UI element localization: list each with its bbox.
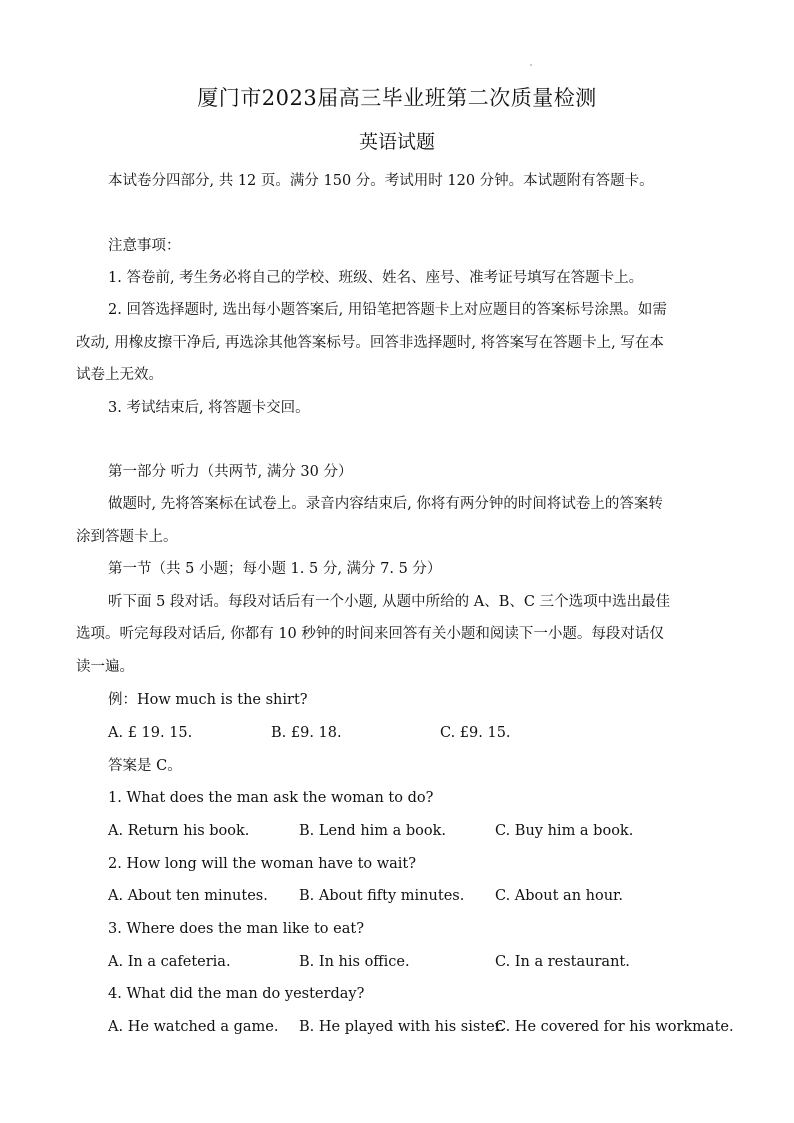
example-option-c: C. £9. 15.	[440, 725, 511, 741]
notes-item-1: 1. 答卷前, 考生务必将自己的学校、班级、姓名、座号、准考证号填写在答题卡上。	[108, 270, 644, 286]
part1-heading: 第一部分 听力（共两节, 满分 30 分）	[108, 464, 353, 480]
part1-instr-line1: 做题时, 先将答案标在试卷上。录音内容结束后, 你将有两分钟的时间将试卷上的答案转	[108, 496, 663, 512]
notes-item-2-line2: 改动, 用橡皮擦干净后, 再选涂其他答案标号。回答非选择题时, 将答案写在答题卡上, 写在本	[76, 335, 664, 351]
page-title: 厦门市2023届高三毕业班第二次质量检测	[197, 86, 597, 110]
question-1-option-a: A. Return his book.	[108, 823, 250, 839]
question-2-option-a: A. About ten minutes.	[108, 888, 268, 904]
question-2: 2. How long will the woman have to wait?	[108, 856, 417, 872]
section1-instr-line2: 选项。听完每段对话后, 你都有 10 秒钟的时间来回答有关小题和阅读下一小题。每段对话仅	[76, 626, 664, 642]
section1-instr-line1: 听下面 5 段对话。每段对话后有一个小题, 从题中所给的 A、B、C 三个选项中选出最佳	[108, 594, 671, 610]
question-1: 1. What does the man ask the woman to do?	[108, 790, 434, 806]
question-4-option-c: C. He covered for his workmate.	[495, 1019, 734, 1035]
section1-instr-line3: 读一遍。	[76, 659, 134, 675]
notes-item-2-line3: 试卷上无效。	[76, 367, 163, 383]
example-answer: 答案是 C。	[108, 758, 182, 774]
notes-item-3: 3. 考试结束后, 将答题卡交回。	[108, 400, 310, 416]
scan-speck	[530, 64, 532, 66]
example-option-a: A. £ 19. 15.	[108, 725, 193, 741]
question-3-option-a: A. In a cafeteria.	[108, 954, 231, 970]
part1-instr-line2: 涂到答题卡上。	[76, 529, 178, 545]
question-3-option-b: B. In his office.	[299, 954, 410, 970]
question-2-option-c: C. About an hour.	[495, 888, 624, 904]
question-3-option-c: C. In a restaurant.	[495, 954, 630, 970]
example-question: 例：How much is the shirt?	[108, 692, 308, 708]
section1-heading: 第一节（共 5 小题；每小题 1. 5 分, 满分 7. 5 分）	[108, 561, 442, 577]
question-1-option-c: C. Buy him a book.	[495, 823, 634, 839]
question-2-option-b: B. About fifty minutes.	[299, 888, 465, 904]
example-option-b: B. £9. 18.	[271, 725, 342, 741]
question-3: 3. Where does the man like to eat?	[108, 921, 364, 937]
question-1-option-b: B. Lend him a book.	[299, 823, 447, 839]
question-4-option-b: B. He played with his sister.	[299, 1019, 505, 1035]
question-4: 4. What did the man do yesterday?	[108, 986, 365, 1002]
exam-intro: 本试卷分四部分, 共 12 页。满分 150 分。考试用时 120 分钟。本试题附有答题卡。	[108, 173, 654, 189]
question-4-option-a: A. He watched a game.	[108, 1019, 279, 1035]
notes-heading: 注意事项：	[108, 238, 181, 254]
page-subtitle: 英语试题	[358, 131, 435, 153]
notes-item-2-line1: 2. 回答选择题时, 选出每小题答案后, 用铅笔把答题卡上对应题目的答案标号涂黑。如需	[108, 302, 667, 318]
